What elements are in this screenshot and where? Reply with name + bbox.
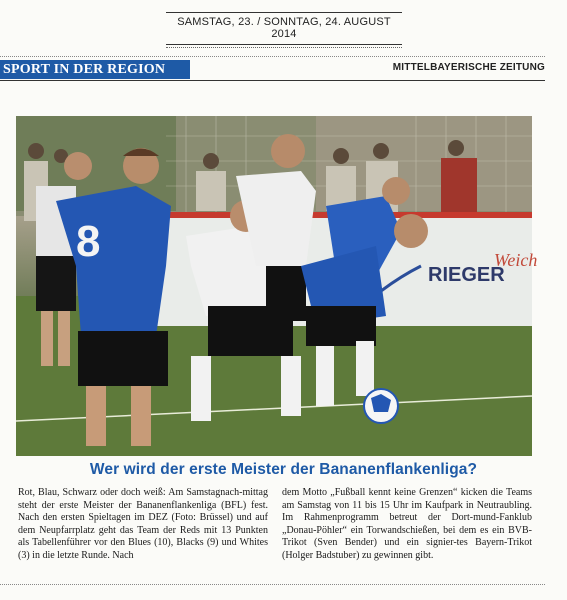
bottom-dotted-divider bbox=[0, 584, 545, 585]
banner-rieger: RIEGER bbox=[428, 264, 505, 286]
dateline-top-rule bbox=[166, 12, 402, 13]
top-dotted-divider bbox=[0, 56, 545, 57]
dateline-bottom-rule bbox=[166, 44, 402, 45]
banner-weich: Weich bbox=[494, 250, 538, 270]
article-body bbox=[18, 487, 532, 563]
section-title: SPORT IN DER REGION bbox=[0, 60, 190, 79]
newspaper-name: MITTELBAYERISCHE ZEITUNG bbox=[392, 62, 545, 73]
article-headline: Wer wird der erste Meister der Bananenflankenliga? bbox=[89, 461, 478, 478]
article-column-1: Rot, Blau, Schwarz oder doch weiß: Am Samstagnach-mittag steht der erste Meister der Bananenflankenliga (BFL) fest. Nach den ersten Spieltagen im DEZ (Foto: Brüssel) und auf dem Neupfarrplatz geht das Team der Reds mit 13 Punkten als Tabellenführer vor den Blues (10), Blacks (9) und Whites (3) in die letzte Runde. Nach bbox=[18, 487, 268, 561]
date-text: SAMSTAG, 23. / SONNTAG, 24. AUGUST 2014 bbox=[177, 16, 391, 40]
jersey-number: 8 bbox=[76, 217, 101, 266]
dateline-dotted-rule bbox=[166, 47, 402, 48]
photo-illustration bbox=[16, 116, 538, 456]
section-rule bbox=[0, 80, 545, 81]
article-column-2: dem Motto „Fußball kennt keine Grenzen“ kicken die Teams am Samstag von 11 bis 15 Uhr im Kaufpark in Neutraubling. Im Rahmenprogramm betreut der Dort-mund-Fanklub „Donau-Pöhler“ ein Torwandschießen, bei dem es ein BVB-Trikot (Sven Bender) und ein signier-tes Bayern-Trikot (Holger Badstuber) zu gewinnen gibt. bbox=[282, 487, 532, 561]
football-photo bbox=[16, 116, 538, 456]
dateline bbox=[166, 8, 402, 48]
